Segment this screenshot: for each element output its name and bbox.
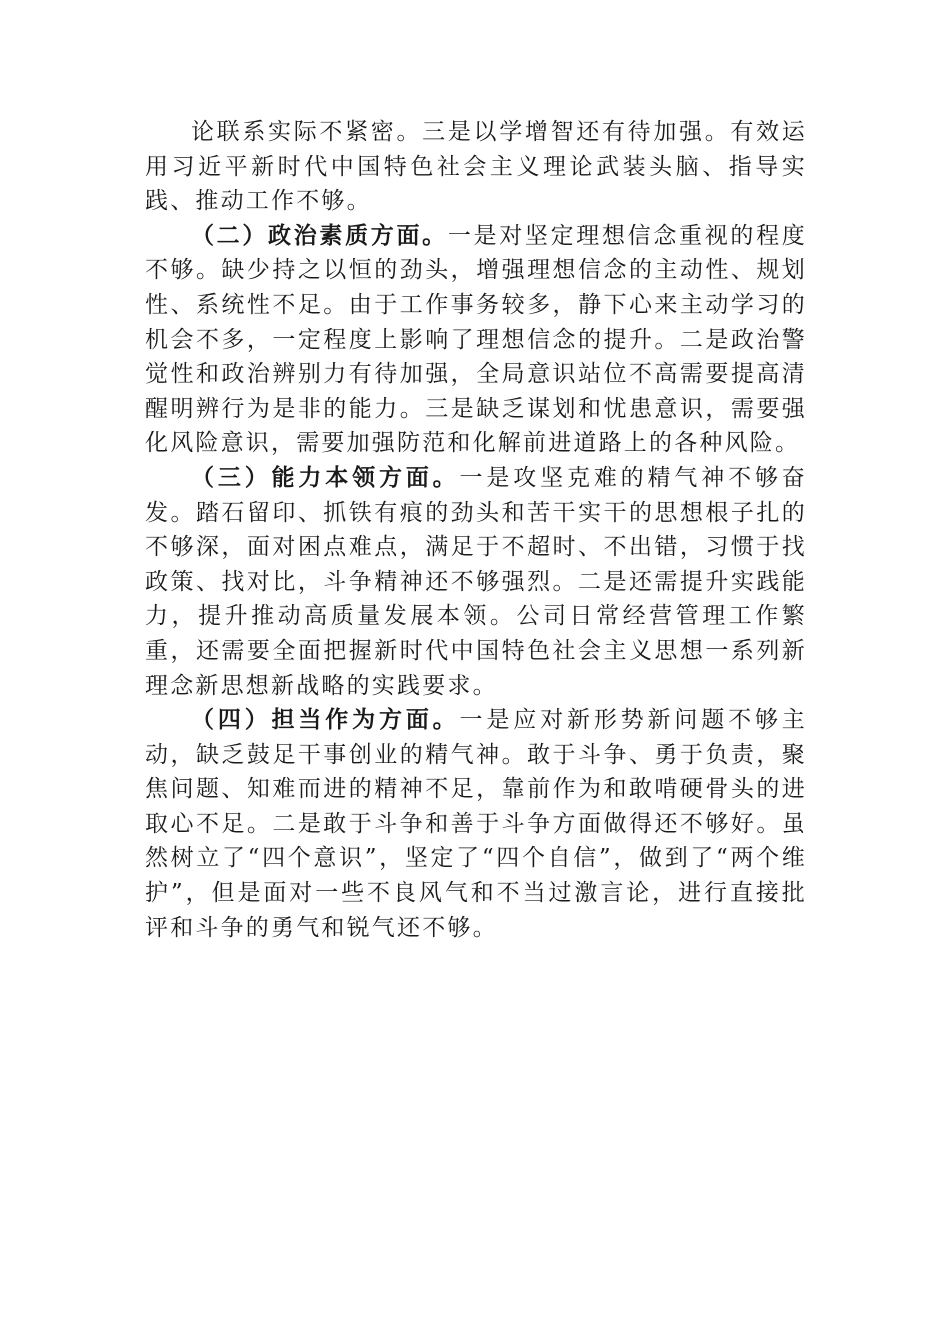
paragraph-text: 一是应对新形势新问题不够主动，缺乏鼓足干事创业的精气神。敢于斗争、勇于负责，聚焦问题、知难而进的精神不足，靠前作为和敢啃硬骨头的进取心不足。二是敢于斗争和善于斗争方面做得还不够好。虽然树立了“四个意识”，坚定了“四个自信”，做到了“两个维护”，但是面对一些不良风气和不当过激言论，进行直接批评和斗争的勇气和锐气还不够。 [145, 707, 807, 941]
paragraph-continuation [145, 115, 807, 219]
paragraph-responsibility [145, 703, 807, 945]
paragraph-text: 一是对坚定理想信念重视的程度不够。缺少持之以恒的劲头，增强理想信念的主动性、规划性、系统性不足。由于工作事务较多，静下心来主动学习的机会不多，一定程度上影响了理想信念的提升。二是政治警觉性和政治辨别力有待加强，全局意识站位不高需要提高清醒明辨行为是非的能力。三是缺乏谋划和忧患意识，需要强化风险意识，需要加强防范和化解前进道路上的各种风险。 [145, 222, 807, 457]
section-heading-ability: （三）能力本领方面。 [191, 463, 460, 491]
paragraph-political-quality [145, 219, 807, 461]
paragraph-text: 论联系实际不紧密。三是以学增智还有待加强。有效运用习近平新时代中国特色社会主义理论武装头脑、指导实践、推动工作不够。 [145, 119, 807, 215]
paragraph-text: 一是攻坚克难的精气神不够奋发。踏石留印、抓铁有痕的劲头和苦干实干的思想根子扎的不够深，面对困点难点，满足于不超时、不出错，习惯于找政策、找对比，斗争精神还不够强烈。二是还需提升实践能力，提升推动高质量发展本领。公司日常经营管理工作繁重，还需要全面把握新时代中国特色社会主义思想一系列新理念新思想新战略的实践要求。 [145, 464, 807, 699]
document-body [145, 115, 807, 945]
paragraph-ability [145, 461, 807, 703]
section-heading-responsibility: （四）担当作为方面。 [191, 706, 460, 734]
section-heading-political-quality: （二）政治素质方面。 [191, 221, 448, 249]
